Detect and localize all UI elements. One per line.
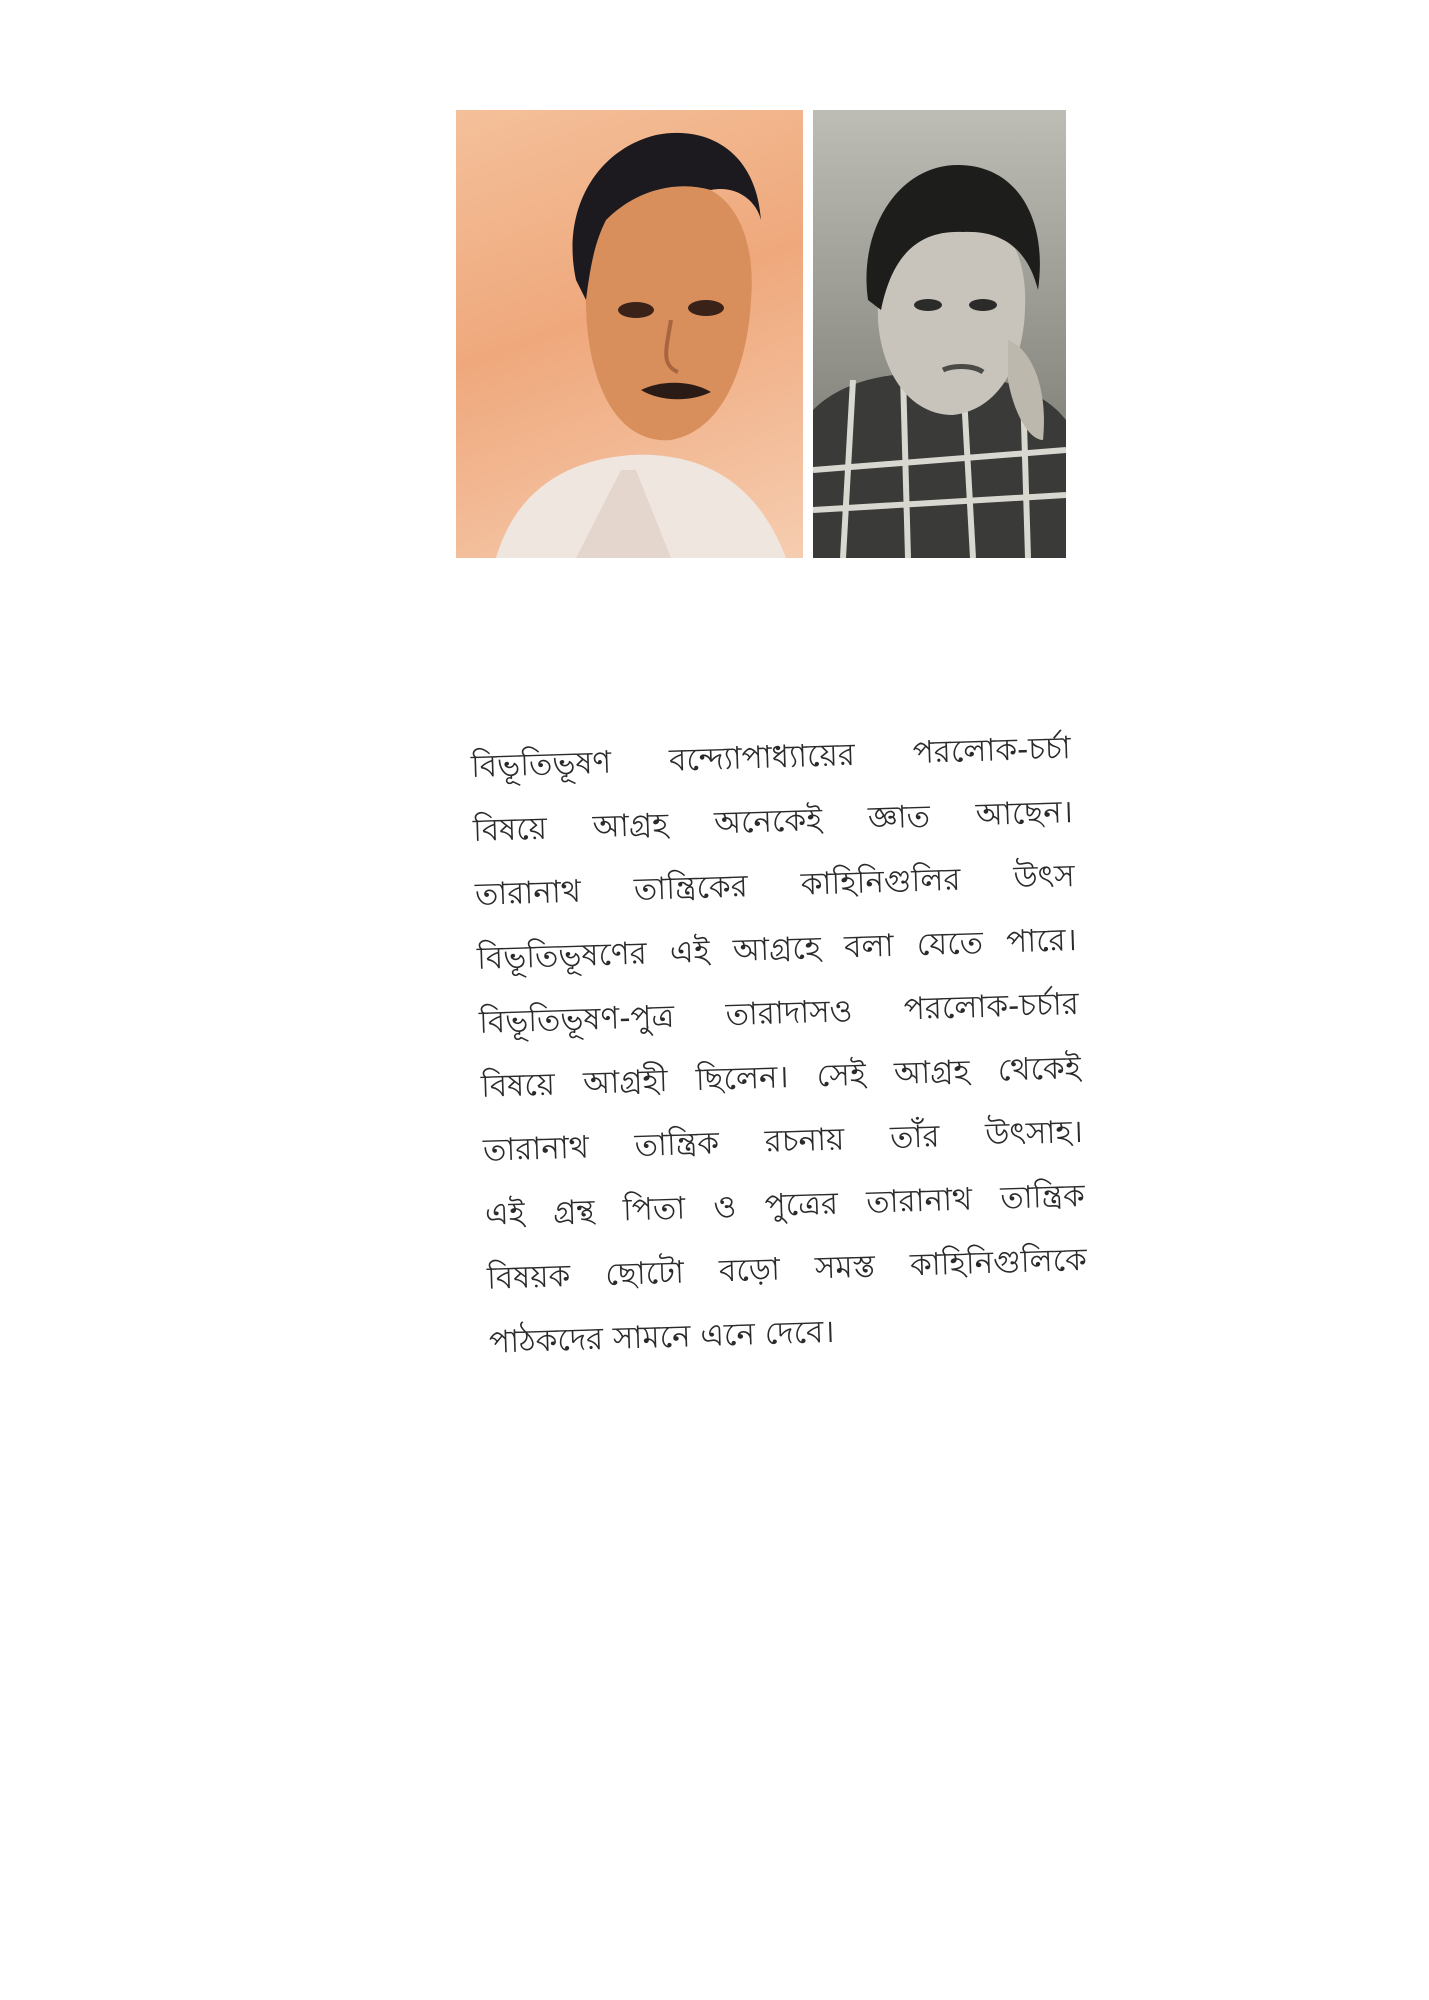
author-portrait-painting: [456, 110, 803, 558]
book-blurb: [470, 716, 1090, 1375]
blurb-line: বিষয়ে আগ্রহী ছিলেন। সেই আগ্রহ থেকেই: [480, 1049, 1082, 1105]
blurb-line: বিভূতিভূষণ-পুত্র তারাদাসও পরলোক-চর্চার: [478, 986, 1080, 1041]
blurb-line: বিভূতিভূষণের এই আগ্রহে বলা যেতে পারে।: [476, 922, 1078, 977]
blurb-line: বিভূতিভূষণ বন্দ্যোপাধ্যায়ের পরলোক-চর্চা: [470, 730, 1072, 785]
blurb-line: এই গ্রন্থ পিতা ও পুত্রের তারানাথ তান্ত্রিক: [484, 1177, 1086, 1233]
author-portrait-photo: [813, 110, 1066, 558]
blurb-line: তারানাথ তান্ত্রিক রচনায় তাঁর উৎসাহ।: [482, 1113, 1084, 1169]
portrait-painting-image: [456, 110, 803, 558]
portrait-photo-image: [813, 110, 1066, 558]
blurb-line: বিষয়ক ছোটো বড়ো সমস্ত কাহিনিগুলিকে: [486, 1241, 1088, 1297]
author-portraits: [456, 110, 1066, 558]
blurb-line: পাঠকদের সামনে এনে দেবে।: [488, 1313, 835, 1361]
blurb-line: বিষয়ে আগ্রহ অনেকেই জ্ঞাত আছেন।: [472, 794, 1074, 849]
blurb-line: তারানাথ তান্ত্রিকের কাহিনিগুলির উৎস: [474, 858, 1076, 913]
